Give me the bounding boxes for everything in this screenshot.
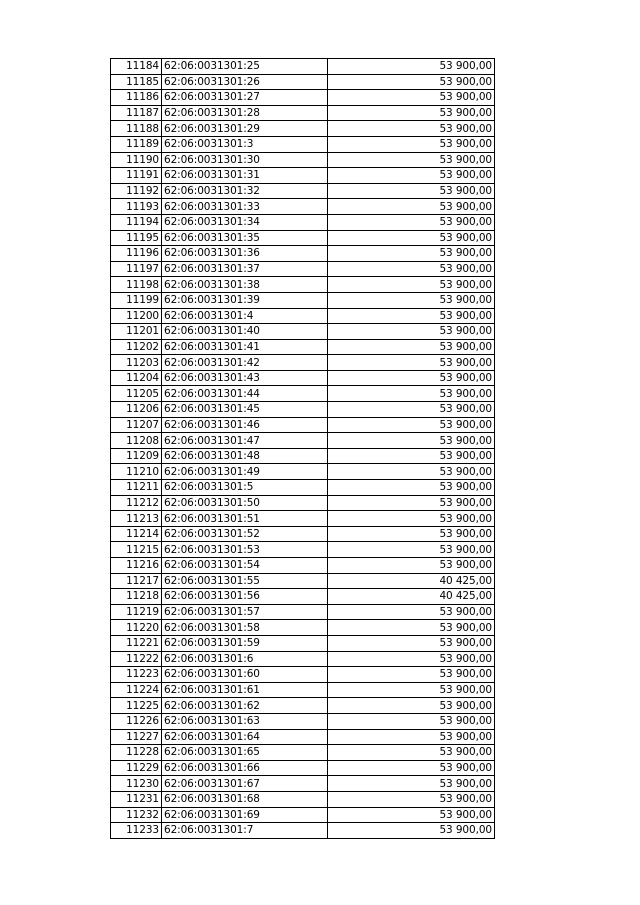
value-cell: 53 900,00: [328, 667, 495, 683]
table-row: [111, 807, 495, 823]
value-cell: 53 900,00: [328, 511, 495, 527]
cadastral-number-cell: 62:06:0031301:68: [162, 791, 328, 807]
value-cell: 53 900,00: [328, 355, 495, 371]
row-number-cell: 11198: [111, 277, 162, 293]
table-row: [111, 729, 495, 745]
table-row: [111, 105, 495, 121]
table-row: [111, 136, 495, 152]
cadastral-number-cell: 62:06:0031301:26: [162, 74, 328, 90]
row-number-cell: 11224: [111, 682, 162, 698]
row-number-cell: 11191: [111, 168, 162, 184]
value-cell: 53 900,00: [328, 433, 495, 449]
table-row: [111, 760, 495, 776]
value-cell: 53 900,00: [328, 823, 495, 839]
table-row: [111, 542, 495, 558]
value-cell: 53 900,00: [328, 121, 495, 137]
cadastral-number-cell: 62:06:0031301:25: [162, 59, 328, 75]
cadastral-number-cell: 62:06:0031301:5: [162, 480, 328, 496]
cadastral-number-cell: 62:06:0031301:46: [162, 417, 328, 433]
cadastral-number-cell: 62:06:0031301:53: [162, 542, 328, 558]
value-cell: 53 900,00: [328, 713, 495, 729]
table-row: [111, 620, 495, 636]
cadastral-number-cell: 62:06:0031301:7: [162, 823, 328, 839]
row-number-cell: 11215: [111, 542, 162, 558]
table-row: [111, 713, 495, 729]
value-cell: 53 900,00: [328, 74, 495, 90]
cadastral-number-cell: 62:06:0031301:31: [162, 168, 328, 184]
table-row: [111, 448, 495, 464]
cadastral-number-cell: 62:06:0031301:33: [162, 199, 328, 215]
row-number-cell: 11213: [111, 511, 162, 527]
row-number-cell: 11219: [111, 604, 162, 620]
table-row: [111, 324, 495, 340]
value-cell: 53 900,00: [328, 324, 495, 340]
cadastral-number-cell: 62:06:0031301:3: [162, 136, 328, 152]
value-cell: 53 900,00: [328, 183, 495, 199]
cadastral-number-cell: 62:06:0031301:42: [162, 355, 328, 371]
table-row: [111, 339, 495, 355]
table-row: [111, 511, 495, 527]
cadastral-number-cell: 62:06:0031301:43: [162, 370, 328, 386]
row-number-cell: 11225: [111, 698, 162, 714]
value-cell: 53 900,00: [328, 682, 495, 698]
cadastral-number-cell: 62:06:0031301:55: [162, 573, 328, 589]
table-row: [111, 604, 495, 620]
row-number-cell: 11229: [111, 760, 162, 776]
row-number-cell: 11218: [111, 589, 162, 605]
cadastral-number-cell: 62:06:0031301:44: [162, 386, 328, 402]
row-number-cell: 11192: [111, 183, 162, 199]
value-cell: 53 900,00: [328, 402, 495, 418]
cadastral-number-cell: 62:06:0031301:41: [162, 339, 328, 355]
table-row: [111, 370, 495, 386]
table-row: [111, 495, 495, 511]
value-cell: 53 900,00: [328, 59, 495, 75]
value-cell: 53 900,00: [328, 464, 495, 480]
cadastral-number-cell: 62:06:0031301:40: [162, 324, 328, 340]
cadastral-number-cell: 62:06:0031301:54: [162, 558, 328, 574]
cadastral-number-cell: 62:06:0031301:4: [162, 308, 328, 324]
cadastral-number-cell: 62:06:0031301:48: [162, 448, 328, 464]
row-number-cell: 11200: [111, 308, 162, 324]
table-row: [111, 558, 495, 574]
value-cell: 53 900,00: [328, 480, 495, 496]
row-number-cell: 11223: [111, 667, 162, 683]
table-row: [111, 292, 495, 308]
row-number-cell: 11216: [111, 558, 162, 574]
value-cell: 53 900,00: [328, 370, 495, 386]
table-row: [111, 635, 495, 651]
row-number-cell: 11194: [111, 214, 162, 230]
row-number-cell: 11231: [111, 791, 162, 807]
table-row: [111, 573, 495, 589]
value-cell: 53 900,00: [328, 604, 495, 620]
row-number-cell: 11185: [111, 74, 162, 90]
value-cell: 53 900,00: [328, 776, 495, 792]
table-row: [111, 589, 495, 605]
value-cell: 53 900,00: [328, 620, 495, 636]
registry-table-body: [111, 59, 495, 839]
value-cell: 53 900,00: [328, 199, 495, 215]
value-cell: 53 900,00: [328, 807, 495, 823]
cadastral-number-cell: 62:06:0031301:6: [162, 651, 328, 667]
value-cell: 53 900,00: [328, 760, 495, 776]
cadastral-number-cell: 62:06:0031301:51: [162, 511, 328, 527]
value-cell: 53 900,00: [328, 105, 495, 121]
value-cell: 53 900,00: [328, 214, 495, 230]
table-row: [111, 90, 495, 106]
table-row: [111, 308, 495, 324]
table-row: [111, 59, 495, 75]
cadastral-number-cell: 62:06:0031301:66: [162, 760, 328, 776]
row-number-cell: 11186: [111, 90, 162, 106]
cadastral-number-cell: 62:06:0031301:34: [162, 214, 328, 230]
row-number-cell: 11217: [111, 573, 162, 589]
value-cell: 53 900,00: [328, 136, 495, 152]
row-number-cell: 11187: [111, 105, 162, 121]
row-number-cell: 11221: [111, 635, 162, 651]
table-row: [111, 168, 495, 184]
value-cell: 53 900,00: [328, 558, 495, 574]
value-cell: 53 900,00: [328, 635, 495, 651]
table-row: [111, 199, 495, 215]
value-cell: 53 900,00: [328, 230, 495, 246]
registry-table: [110, 58, 495, 839]
value-cell: 53 900,00: [328, 308, 495, 324]
table-row: [111, 261, 495, 277]
value-cell: 53 900,00: [328, 277, 495, 293]
table-row: [111, 745, 495, 761]
cadastral-number-cell: 62:06:0031301:29: [162, 121, 328, 137]
cadastral-number-cell: 62:06:0031301:39: [162, 292, 328, 308]
cadastral-number-cell: 62:06:0031301:38: [162, 277, 328, 293]
table-row: [111, 214, 495, 230]
cadastral-number-cell: 62:06:0031301:67: [162, 776, 328, 792]
cadastral-number-cell: 62:06:0031301:61: [162, 682, 328, 698]
row-number-cell: 11196: [111, 246, 162, 262]
table-row: [111, 74, 495, 90]
row-number-cell: 11204: [111, 370, 162, 386]
table-row: [111, 651, 495, 667]
row-number-cell: 11199: [111, 292, 162, 308]
cadastral-number-cell: 62:06:0031301:56: [162, 589, 328, 605]
cadastral-number-cell: 62:06:0031301:60: [162, 667, 328, 683]
row-number-cell: 11214: [111, 526, 162, 542]
row-number-cell: 11222: [111, 651, 162, 667]
table-row: [111, 417, 495, 433]
table-row: [111, 791, 495, 807]
cadastral-number-cell: 62:06:0031301:27: [162, 90, 328, 106]
value-cell: 53 900,00: [328, 90, 495, 106]
cadastral-number-cell: 62:06:0031301:65: [162, 745, 328, 761]
table-row: [111, 526, 495, 542]
value-cell: 53 900,00: [328, 791, 495, 807]
value-cell: 40 425,00: [328, 573, 495, 589]
row-number-cell: 11190: [111, 152, 162, 168]
row-number-cell: 11206: [111, 402, 162, 418]
row-number-cell: 11211: [111, 480, 162, 496]
table-row: [111, 480, 495, 496]
row-number-cell: 11227: [111, 729, 162, 745]
cadastral-number-cell: 62:06:0031301:52: [162, 526, 328, 542]
value-cell: 53 900,00: [328, 698, 495, 714]
table-row: [111, 776, 495, 792]
cadastral-number-cell: 62:06:0031301:45: [162, 402, 328, 418]
table-row: [111, 355, 495, 371]
table-row: [111, 183, 495, 199]
table-row: [111, 433, 495, 449]
value-cell: 53 900,00: [328, 339, 495, 355]
value-cell: 53 900,00: [328, 745, 495, 761]
value-cell: 53 900,00: [328, 651, 495, 667]
table-row: [111, 667, 495, 683]
cadastral-number-cell: 62:06:0031301:32: [162, 183, 328, 199]
table-row: [111, 152, 495, 168]
value-cell: 53 900,00: [328, 448, 495, 464]
row-number-cell: 11193: [111, 199, 162, 215]
cadastral-number-cell: 62:06:0031301:62: [162, 698, 328, 714]
cadastral-number-cell: 62:06:0031301:63: [162, 713, 328, 729]
row-number-cell: 11207: [111, 417, 162, 433]
row-number-cell: 11228: [111, 745, 162, 761]
row-number-cell: 11201: [111, 324, 162, 340]
row-number-cell: 11210: [111, 464, 162, 480]
cadastral-number-cell: 62:06:0031301:69: [162, 807, 328, 823]
value-cell: 53 900,00: [328, 261, 495, 277]
table-row: [111, 823, 495, 839]
cadastral-number-cell: 62:06:0031301:58: [162, 620, 328, 636]
table-row: [111, 386, 495, 402]
cadastral-number-cell: 62:06:0031301:64: [162, 729, 328, 745]
row-number-cell: 11226: [111, 713, 162, 729]
cadastral-number-cell: 62:06:0031301:37: [162, 261, 328, 277]
row-number-cell: 11232: [111, 807, 162, 823]
value-cell: 53 900,00: [328, 386, 495, 402]
cadastral-number-cell: 62:06:0031301:35: [162, 230, 328, 246]
row-number-cell: 11203: [111, 355, 162, 371]
row-number-cell: 11205: [111, 386, 162, 402]
row-number-cell: 11189: [111, 136, 162, 152]
row-number-cell: 11209: [111, 448, 162, 464]
row-number-cell: 11212: [111, 495, 162, 511]
row-number-cell: 11233: [111, 823, 162, 839]
table-row: [111, 698, 495, 714]
row-number-cell: 11230: [111, 776, 162, 792]
row-number-cell: 11220: [111, 620, 162, 636]
value-cell: 53 900,00: [328, 495, 495, 511]
table-row: [111, 402, 495, 418]
table-row: [111, 121, 495, 137]
table-row: [111, 246, 495, 262]
cadastral-number-cell: 62:06:0031301:47: [162, 433, 328, 449]
value-cell: 53 900,00: [328, 292, 495, 308]
table-row: [111, 230, 495, 246]
value-cell: 53 900,00: [328, 168, 495, 184]
cadastral-number-cell: 62:06:0031301:59: [162, 635, 328, 651]
table-row: [111, 682, 495, 698]
cadastral-number-cell: 62:06:0031301:50: [162, 495, 328, 511]
cadastral-number-cell: 62:06:0031301:28: [162, 105, 328, 121]
value-cell: 53 900,00: [328, 542, 495, 558]
value-cell: 53 900,00: [328, 246, 495, 262]
cadastral-number-cell: 62:06:0031301:49: [162, 464, 328, 480]
row-number-cell: 11195: [111, 230, 162, 246]
value-cell: 53 900,00: [328, 729, 495, 745]
value-cell: 53 900,00: [328, 526, 495, 542]
row-number-cell: 11208: [111, 433, 162, 449]
row-number-cell: 11184: [111, 59, 162, 75]
table-row: [111, 277, 495, 293]
row-number-cell: 11188: [111, 121, 162, 137]
table-row: [111, 464, 495, 480]
cadastral-number-cell: 62:06:0031301:36: [162, 246, 328, 262]
cadastral-number-cell: 62:06:0031301:57: [162, 604, 328, 620]
row-number-cell: 11202: [111, 339, 162, 355]
row-number-cell: 11197: [111, 261, 162, 277]
value-cell: 53 900,00: [328, 417, 495, 433]
cadastral-number-cell: 62:06:0031301:30: [162, 152, 328, 168]
value-cell: 40 425,00: [328, 589, 495, 605]
value-cell: 53 900,00: [328, 152, 495, 168]
